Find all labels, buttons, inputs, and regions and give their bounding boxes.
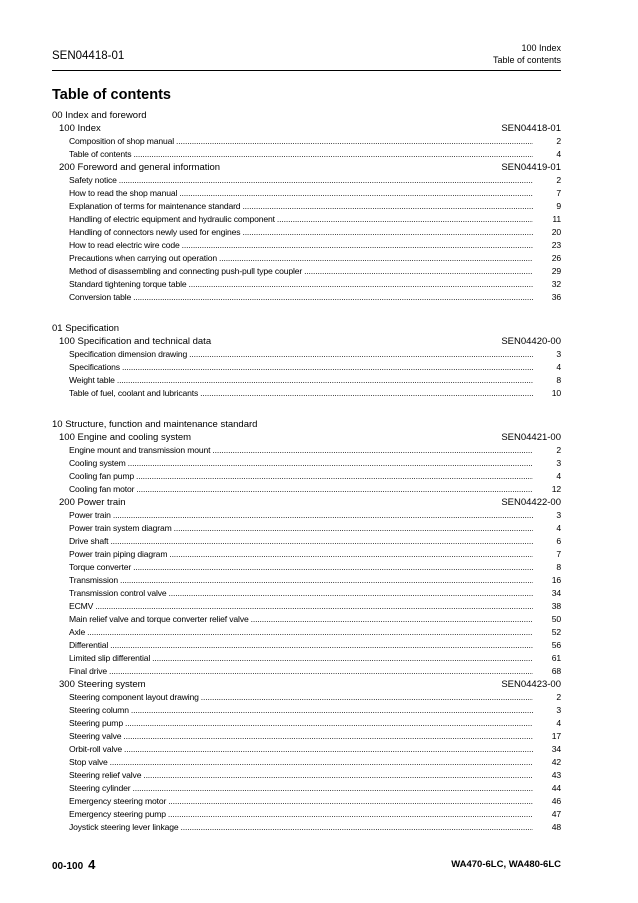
header-divider (52, 70, 561, 71)
toc-entry-title: Composition of shop manual (69, 136, 175, 146)
page-title: Table of contents (52, 87, 171, 103)
toc-entry-title: Steering relief valve (69, 770, 142, 780)
dot-leader (117, 374, 533, 387)
dot-leader (109, 665, 533, 678)
toc-group-code: SEN04419-01 (501, 162, 561, 173)
toc-entry (52, 561, 561, 574)
toc-entry-title: Limited slip differential (69, 653, 151, 663)
toc-entry-page: 48 (551, 822, 561, 832)
header-section: 100 Index (521, 43, 561, 53)
toc-entry-page: 47 (551, 809, 561, 819)
toc-entry-page: 29 (551, 266, 561, 276)
toc-entry (52, 756, 561, 769)
toc-entry-title: Table of contents (69, 149, 132, 159)
table-of-contents (52, 109, 561, 834)
toc-entry-title: Transmission (69, 575, 118, 585)
toc-entry-title: Safety notice (69, 175, 117, 185)
toc-entry-title: Differential (69, 640, 109, 650)
footer-models: WA470-6LC, WA480-6LC (451, 859, 561, 870)
toc-entry (52, 265, 561, 278)
toc-entry (52, 213, 561, 226)
toc-group-name: 200 Power train (59, 497, 126, 508)
toc-entry-page: 4 (556, 149, 561, 159)
toc-entry-page: 50 (551, 614, 561, 624)
dot-leader (133, 291, 533, 304)
toc-entry (52, 730, 561, 743)
toc-entry-title: Steering column (69, 705, 129, 715)
toc-entry-title: Steering component layout drawing (69, 692, 199, 702)
dot-leader (120, 574, 533, 587)
toc-entry-title: Weight table (69, 375, 115, 385)
toc-entry-title: Cooling fan pump (69, 471, 134, 481)
toc-entry-page: 4 (556, 523, 561, 533)
dot-leader (212, 444, 533, 457)
toc-entry (52, 743, 561, 756)
toc-entry-title: Engine mount and transmission mount (69, 445, 211, 455)
toc-entry-title: Conversion table (69, 292, 132, 302)
dot-leader (168, 795, 533, 808)
toc-entry (52, 665, 561, 678)
toc-entry-page: 43 (551, 770, 561, 780)
toc-entry (52, 187, 561, 200)
toc-section-heading: 00 Index and foreword (52, 110, 147, 121)
dot-leader (189, 278, 533, 291)
dot-leader (131, 704, 533, 717)
toc-entry-page: 2 (556, 445, 561, 455)
toc-entry (52, 239, 561, 252)
toc-entry-title: How to read electric wire code (69, 240, 180, 250)
dot-leader (168, 808, 533, 821)
toc-entry (52, 652, 561, 665)
toc-entry (52, 374, 561, 387)
toc-entry (52, 717, 561, 730)
toc-entry (52, 821, 561, 834)
toc-entry (52, 361, 561, 374)
toc-entry-title: Stop valve (69, 757, 108, 767)
toc-entry-title: Specification dimension drawing (69, 349, 188, 359)
toc-entry-page: 2 (556, 692, 561, 702)
dot-leader (113, 509, 533, 522)
toc-entry-page: 56 (551, 640, 561, 650)
toc-entry-title: Emergency steering motor (69, 796, 167, 806)
toc-entry-title: Steering pump (69, 718, 123, 728)
toc-entry-page: 16 (551, 575, 561, 585)
dot-leader (242, 226, 533, 239)
toc-entry (52, 457, 561, 470)
toc-entry (52, 509, 561, 522)
toc-group-name: 100 Specification and technical data (59, 336, 212, 347)
toc-entry-title: Drive shaft (69, 536, 109, 546)
toc-group-name: 100 Engine and cooling system (59, 432, 192, 443)
toc-entry-page: 23 (551, 240, 561, 250)
dot-leader (87, 626, 533, 639)
toc-group-code: SEN04418-01 (501, 123, 561, 134)
toc-entry-page: 3 (556, 705, 561, 715)
toc-entry-page: 20 (551, 227, 561, 237)
toc-entry-page: 68 (551, 666, 561, 676)
toc-entry (52, 626, 561, 639)
toc-entry-title: Handling of electric equipment and hydraulic component (69, 214, 275, 224)
toc-entry (52, 278, 561, 291)
toc-entry-title: Standard tightening torque table (69, 279, 187, 289)
toc-entry-title: Transmission control valve (69, 588, 167, 598)
toc-entry-title: Final drive (69, 666, 107, 676)
toc-entry (52, 252, 561, 265)
toc-entry-page: 12 (551, 484, 561, 494)
toc-entry-page: 36 (551, 292, 561, 302)
dot-leader (110, 639, 533, 652)
toc-entry-page: 8 (556, 375, 561, 385)
toc-entry (52, 639, 561, 652)
toc-entry-title: Steering cylinder (69, 783, 131, 793)
toc-entry-page: 10 (551, 388, 561, 398)
dot-leader (125, 717, 533, 730)
toc-entry (52, 348, 561, 361)
toc-entry-title: Handling of connectors newly used for engines (69, 227, 241, 237)
toc-entry (52, 574, 561, 587)
toc-entry-page: 4 (556, 718, 561, 728)
dot-leader (174, 522, 533, 535)
toc-entry-page: 38 (551, 601, 561, 611)
toc-group-heading (52, 678, 561, 691)
toc-entry (52, 387, 561, 400)
toc-entry-page: 7 (556, 188, 561, 198)
toc-section-heading: 01 Specification (52, 323, 120, 334)
toc-entry-page: 6 (556, 536, 561, 546)
dot-leader (122, 361, 533, 374)
toc-entry (52, 600, 561, 613)
dot-leader (251, 613, 533, 626)
toc-entry-page: 34 (551, 744, 561, 754)
toc-entry-title: Emergency steering pump (69, 809, 166, 819)
toc-entry (52, 522, 561, 535)
toc-entry-title: Power train piping diagram (69, 549, 168, 559)
toc-entry-page: 52 (551, 627, 561, 637)
toc-group-code: SEN04420-00 (501, 336, 561, 347)
toc-entry-title: Specifications (69, 362, 120, 372)
dot-leader (119, 174, 533, 187)
header-subtitle: Table of contents (492, 55, 561, 65)
toc-entry (52, 148, 561, 161)
toc-entry-page: 11 (552, 214, 561, 224)
toc-group-name: 300 Steering system (59, 679, 146, 690)
toc-entry (52, 587, 561, 600)
header-section-info (493, 42, 561, 66)
toc-group-name: 100 Index (59, 123, 101, 134)
toc-entry (52, 704, 561, 717)
dot-leader (132, 782, 533, 795)
toc-group-heading (52, 496, 561, 509)
dot-leader (169, 587, 533, 600)
toc-entry-title: Steering valve (69, 731, 122, 741)
dot-leader (182, 239, 533, 252)
dot-leader (169, 548, 533, 561)
dot-leader (136, 483, 533, 496)
dot-leader (152, 652, 533, 665)
toc-entry-title: Power train (69, 510, 111, 520)
toc-group-heading (52, 431, 561, 444)
dot-leader (304, 265, 533, 278)
toc-entry (52, 291, 561, 304)
toc-entry-title: Table of fuel, coolant and lubricants (69, 388, 199, 398)
toc-entry (52, 226, 561, 239)
dot-leader (143, 769, 533, 782)
toc-entry-title: Orbit-roll valve (69, 744, 122, 754)
footer-page-number (52, 857, 95, 872)
toc-entry-page: 3 (556, 349, 561, 359)
toc-entry (52, 795, 561, 808)
header-doc-code: SEN04418-01 (52, 50, 125, 62)
dot-leader (110, 535, 533, 548)
toc-entry (52, 548, 561, 561)
dot-leader (181, 821, 533, 834)
toc-group-code: SEN04421-00 (501, 432, 561, 443)
toc-entry-page: 44 (551, 783, 561, 793)
toc-entry-title: Main relief valve and torque converter relief valve (69, 614, 249, 624)
toc-entry-title: Precautions when carrying out operation (69, 253, 217, 263)
toc-entry-page: 42 (551, 757, 561, 767)
toc-entry (52, 535, 561, 548)
toc-entry-page: 4 (556, 471, 561, 481)
dot-leader (133, 148, 533, 161)
toc-entry (52, 135, 561, 148)
dot-leader (110, 756, 533, 769)
footer-code: 00-100 (52, 861, 84, 872)
dot-leader (219, 252, 533, 265)
toc-entry-page: 46 (551, 796, 561, 806)
toc-entry-title: Power train system diagram (69, 523, 172, 533)
toc-group-heading (52, 161, 561, 174)
toc-entry-page: 61 (551, 653, 561, 663)
toc-entry-page: 3 (556, 510, 561, 520)
toc-entry (52, 470, 561, 483)
dot-leader (124, 743, 533, 756)
toc-entry (52, 808, 561, 821)
dot-leader (242, 200, 533, 213)
toc-entry-title: Cooling fan motor (69, 484, 135, 494)
toc-entry-page: 2 (556, 175, 561, 185)
toc-entry-page: 7 (556, 549, 561, 559)
toc-entry (52, 483, 561, 496)
toc-entry-page: 3 (556, 458, 561, 468)
toc-entry-title: Joystick steering lever linkage (69, 822, 179, 832)
toc-entry-page: 32 (551, 279, 561, 289)
dot-leader (179, 187, 533, 200)
toc-entry-title: Method of disassembling and connecting push-pull type coupler (69, 266, 303, 276)
toc-entry-title: Torque converter (69, 562, 132, 572)
toc-entry-page: 9 (556, 201, 561, 211)
toc-entry-page: 8 (556, 562, 561, 572)
toc-entry (52, 769, 561, 782)
toc-group-code: SEN04422-00 (501, 497, 561, 508)
dot-leader (95, 600, 533, 613)
toc-entry-title: ECMV (69, 601, 94, 611)
toc-entry (52, 200, 561, 213)
toc-entry-page: 34 (551, 588, 561, 598)
toc-entry (52, 174, 561, 187)
dot-leader (136, 470, 533, 483)
toc-group-name: 200 Foreword and general information (59, 162, 221, 173)
toc-entry (52, 444, 561, 457)
dot-leader (128, 457, 533, 470)
toc-entry-title: Axle (69, 627, 86, 637)
footer-page: 4 (88, 857, 96, 872)
dot-leader (176, 135, 533, 148)
toc-entry (52, 613, 561, 626)
toc-group-code: SEN04423-00 (501, 679, 561, 690)
dot-leader (189, 348, 533, 361)
toc-entry-page: 2 (556, 136, 561, 146)
toc-entry-title: How to read the shop manual (69, 188, 178, 198)
toc-entry (52, 691, 561, 704)
toc-entry-page: 17 (551, 731, 561, 741)
dot-leader (123, 730, 533, 743)
toc-entry-page: 26 (551, 253, 561, 263)
toc-entry-page: 4 (556, 362, 561, 372)
toc-entry-title: Explanation of terms for maintenance standard (69, 201, 241, 211)
dot-leader (201, 691, 533, 704)
dot-leader (133, 561, 533, 574)
toc-entry (52, 782, 561, 795)
toc-group-heading (52, 122, 561, 135)
dot-leader (277, 213, 533, 226)
dot-leader (200, 387, 533, 400)
toc-section-heading: 10 Structure, function and maintenance standard (52, 419, 258, 430)
toc-group-heading (52, 335, 561, 348)
toc-entry-title: Cooling system (69, 458, 126, 468)
